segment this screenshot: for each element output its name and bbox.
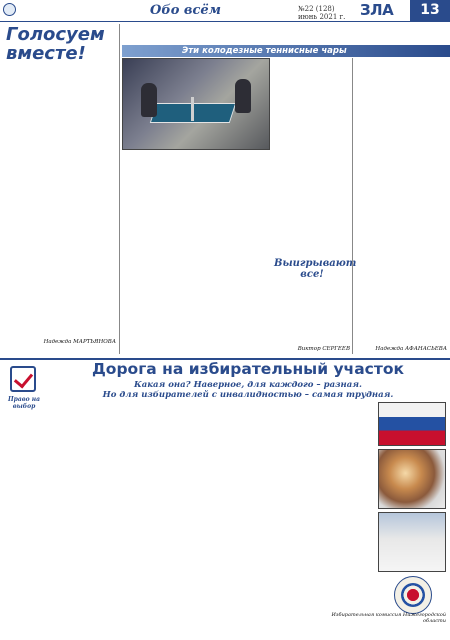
newspaper-logo: ЗЛА [360, 1, 394, 19]
article-right-body [355, 58, 447, 344]
commission-emblem-icon [394, 576, 432, 614]
issue-number: №22 (128) [298, 5, 335, 13]
issue-date: июнь 2021 г. [298, 13, 346, 21]
voting-photo [378, 449, 446, 509]
column-divider [119, 24, 120, 354]
article-headline-left: Голосуем вместе! [6, 24, 105, 64]
election-col4 [312, 402, 374, 602]
tennis-author: Виктор СЕРГЕЕВ [297, 346, 350, 352]
article-right-author: Надежда АФАНАСЬЕВА [375, 346, 447, 352]
election-col2 [142, 402, 232, 634]
flag-photo [378, 402, 446, 446]
column-divider [352, 58, 353, 354]
ballot-check-icon [10, 366, 36, 392]
election-subheadline-2: Но для избирателей с инвалидностью – самая трудная. [102, 390, 394, 400]
tennis-photo [122, 58, 270, 150]
right-to-vote-label: Право на выбор [7, 396, 41, 410]
tennis-section-banner: Эти колодезные теннисные чары [122, 45, 450, 57]
section-title: Обо всём [150, 3, 221, 18]
header-emblem-icon [3, 3, 16, 16]
tennis-col3 [274, 58, 350, 256]
tennis-col2 [198, 154, 270, 354]
election-subheadline: Какая она? Наверное, для каждого – разная. [134, 380, 362, 390]
issue-info [298, 5, 345, 21]
ping-pong-net-shape [191, 97, 194, 121]
player-figure [141, 83, 157, 117]
election-col1 [48, 402, 138, 634]
player-figure [235, 79, 251, 113]
article-left-author: Надежда МАРТЬЯНОВА [43, 339, 116, 345]
ballot-box-photo [378, 512, 446, 572]
election-author: Избирательная комиссия Нижегородской области [331, 612, 446, 624]
article-left-body [6, 66, 116, 336]
tennis-quote-title: Выигрывают все! [274, 258, 357, 280]
election-col3 [236, 402, 308, 634]
tennis-col1 [122, 154, 194, 354]
tennis-col3b [274, 272, 350, 344]
page-number: 13 [410, 0, 450, 21]
election-headline: Дорога на избирательный участок [92, 360, 404, 378]
